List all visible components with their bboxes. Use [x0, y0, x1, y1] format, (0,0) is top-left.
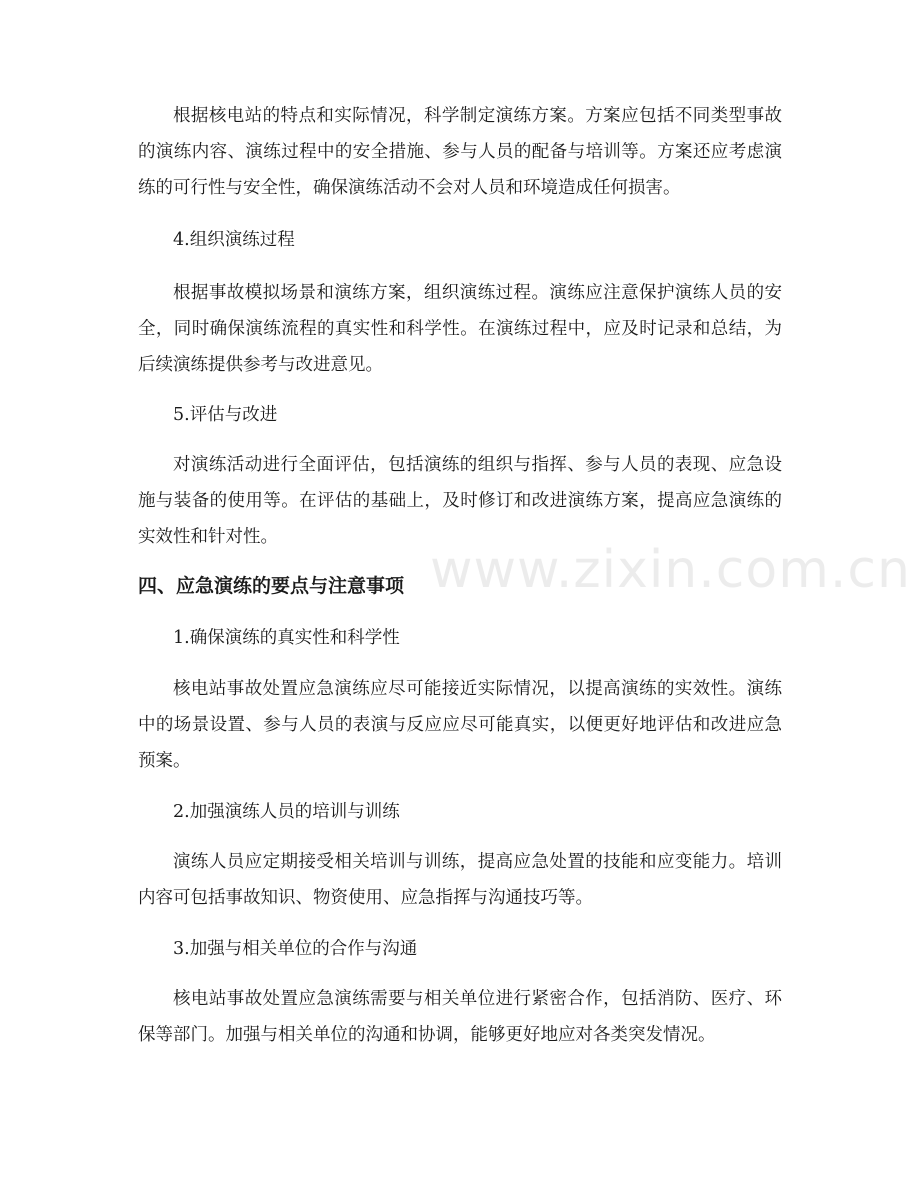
subheading-authenticity: 1.确保演练的真实性和科学性	[173, 628, 400, 648]
paragraph-cooperation: 核电站事故处置应急演练需要与相关单位进行紧密合作，包括消防、医疗、环保等部门。加强与相关单位的沟通和协调，能够更好地应对各类突发情况。	[138, 989, 782, 1045]
subheading-cooperation: 3.加强与相关单位的合作与沟通	[173, 939, 418, 959]
paragraph-organize: 根据事故模拟场景和演练方案，组织演练过程。演练应注意保护演练人员的安全，同时确保演练流程的真实性和科学性。在演练过程中，应及时记录和总结，为后续演练提供参考与改进意见。	[138, 283, 782, 375]
paragraph-evaluate: 对演练活动进行全面评估，包括演练的组织与指挥、参与人员的表现、应急设施与装备的使用等。在评估的基础上，及时修订和改进演练方案，提高应急演练的实效性和针对性。	[138, 455, 782, 547]
paragraph-training: 演练人员应定期接受相关培训与训练，提高应急处置的技能和应变能力。培训内容可包括事故知识、物资使用、应急指挥与沟通技巧等。	[138, 852, 782, 908]
subheading-training: 2.加强演练人员的培训与训练	[173, 802, 400, 822]
subheading-organize: 4.组织演练过程	[173, 230, 295, 250]
paragraph-plan: 根据核电站的特点和实际情况，科学制定演练方案。方案应包括不同类型事故的演练内容、演练过程中的安全措施、参与人员的配备与培训等。方案还应考虑演练的可行性与安全性，确保演练活动不会对人员和环境造成任何损害。	[138, 106, 782, 198]
paragraph-authenticity: 核电站事故处置应急演练应尽可能接近实际情况，以提高演练的实效性。演练中的场景设置、参与人员的表演与反应应尽可能真实，以便更好地评估和改进应急预案。	[138, 679, 782, 771]
watermark: www.zixin.com.cn	[430, 540, 911, 600]
subheading-evaluate: 5.评估与改进	[173, 405, 278, 425]
section-heading-4: 四、应急演练的要点与注意事项	[138, 575, 405, 597]
